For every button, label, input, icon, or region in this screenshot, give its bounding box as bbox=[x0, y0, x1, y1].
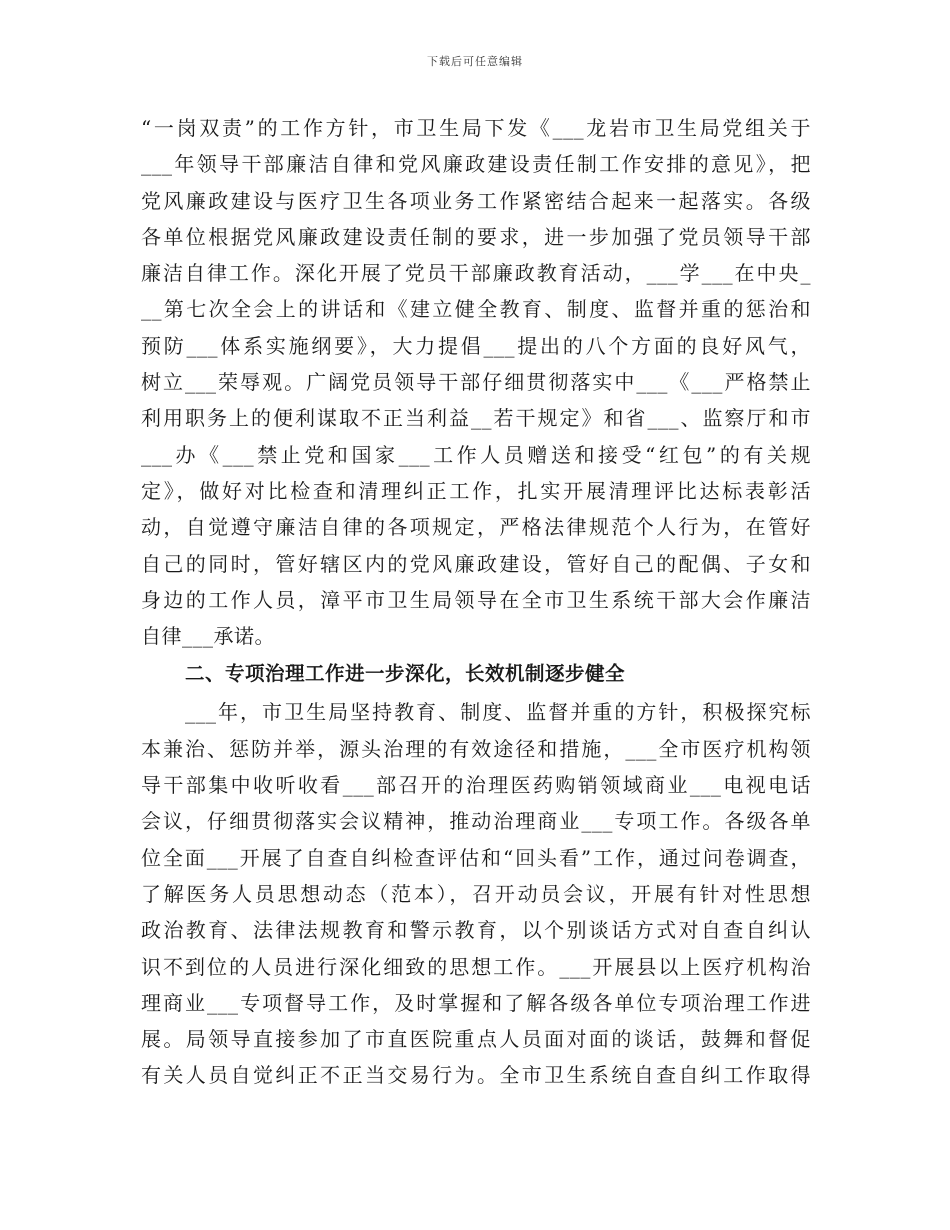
paragraph-line: 身边的工作人员，漳平市卫生局领导在全市卫生系统干部大会作廉洁 bbox=[141, 587, 811, 612]
document-body bbox=[141, 110, 811, 1094]
paragraph-line: “一岗双责”的工作方针，市卫生局下发《___龙岩市卫生局党组关于 bbox=[141, 116, 811, 140]
paragraph-line: ___办《___禁止党和国家___工作人员赠送和接受“红包”的有关规 bbox=[141, 442, 811, 467]
paragraph-line: 树立___荣辱观。广阔党员领导干部仔细贯彻落实中___《___严格禁止 bbox=[141, 370, 811, 395]
page-header: 下载后可任意编辑 bbox=[427, 55, 523, 68]
paragraph-line: 本兼治、惩防并举，源头治理的有效途径和措施，___全市医疗机构领 bbox=[141, 736, 811, 761]
paragraph-line: 各单位根据党风廉政建设责任制的要求，进一步加强了党员领导干部 bbox=[141, 224, 811, 249]
paragraph-line: 利用职务上的便利谋取不正当利益__若干规定》和省___、监察厅和市 bbox=[141, 406, 811, 431]
paragraph-line: 有关人员自觉纠正不正当交易行为。全市卫生系统自查自纠工作取得 bbox=[141, 1063, 811, 1088]
paragraph-line: __第七次全会上的讲话和《建立健全教育、制度、监督并重的惩治和 bbox=[141, 297, 811, 322]
paragraph-line: 自律___承诺。 bbox=[141, 624, 275, 649]
paragraph-line: 位全面___开展了自查自纠检查评估和“回头看”工作，通过问卷调查， bbox=[141, 845, 811, 870]
paragraph-line: 会议，仔细贯彻落实会议精神，推动治理商业___专项工作。各级各单 bbox=[141, 809, 811, 834]
paragraph-line: 展。局领导直接参加了市直医院重点人员面对面的谈话，鼓舞和督促 bbox=[141, 1027, 811, 1052]
paragraph-line: 定》，做好对比检查和清理纠正工作，扎实开展清理评比达标表彰活 bbox=[141, 478, 811, 503]
paragraph-line: ___年，市卫生局坚持教育、制度、监督并重的方针，积极探究标 bbox=[185, 700, 811, 725]
paragraph-line: 理商业___专项督导工作，及时掌握和了解各级各单位专项治理工作进 bbox=[141, 990, 811, 1015]
paragraph-line: 导干部集中收听收看___部召开的治理医药购销领域商业___电视电话 bbox=[141, 773, 811, 798]
paragraph-line: 识不到位的人员进行深化细致的思想工作。___开展县以上医疗机构治 bbox=[141, 954, 811, 979]
paragraph-line: ___年领导干部廉洁自律和党风廉政建设责任制工作安排的意见》，把 bbox=[141, 152, 811, 177]
paragraph-line: 了解医务人员思想动态（范本），召开动员会议，开展有针对性思想 bbox=[141, 881, 811, 906]
paragraph-line: 党风廉政建设与医疗卫生各项业务工作紧密结合起来一起落实。各级 bbox=[141, 188, 811, 213]
paragraph-line: 动，自觉遵守廉洁自律的各项规定，严格法律规范个人行为，在管好 bbox=[141, 515, 811, 540]
paragraph-line: 自己的同时，管好辖区内的党风廉政建设，管好自己的配偶、子女和 bbox=[141, 551, 811, 576]
paragraph-line: 政治教育、法律法规教育和警示教育，以个别谈话方式对自查自纠认 bbox=[141, 918, 811, 943]
section-heading: 二、专项治理工作进一步深化，长效机制逐步健全 bbox=[185, 662, 626, 686]
paragraph-line: 预防___体系实施纲要》，大力提倡___提出的八个方面的良好风气， bbox=[141, 333, 811, 358]
paragraph-line: 廉洁自律工作。深化开展了党员干部廉政教育活动，___学___在中央_ bbox=[141, 261, 811, 286]
